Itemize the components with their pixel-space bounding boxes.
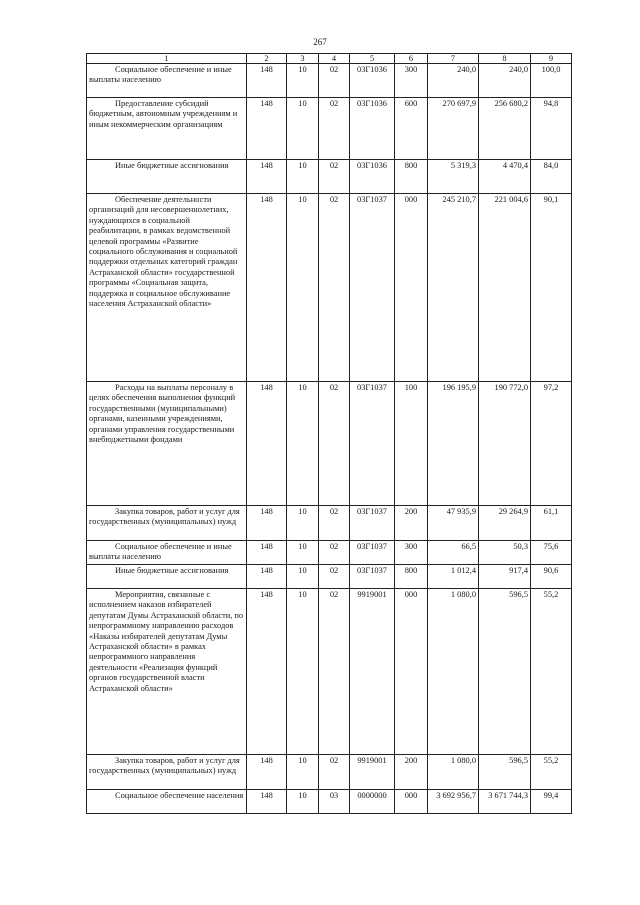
cell-subsection: 02 (319, 506, 350, 541)
row-name: Иные бюджетные ассигнования (87, 160, 247, 194)
cell-percent: 55,2 (531, 589, 572, 755)
cell-subsection: 02 (319, 160, 350, 194)
row-name: Обеспечение деятельности организаций для несовершеннолетних, нуждающихся в социальной реабилитации, в рамках ведомственной целевой программы «Развитие социального обслуживания и социальной поддержки отдельных категорий граждан Астраханской области» государственной программы «Социальная защита, поддержка и социальное обслуживание населения Астраханской области» (87, 194, 247, 382)
cell-section: 10 (287, 64, 319, 98)
cell-expense-type: 600 (395, 98, 428, 160)
cell-section: 10 (287, 755, 319, 790)
cell-expense-type: 000 (395, 194, 428, 382)
table-row (87, 382, 572, 506)
cell-section: 10 (287, 382, 319, 506)
cell-expense-type: 800 (395, 565, 428, 589)
cell-admin-code: 148 (247, 194, 287, 382)
table-row (87, 755, 572, 790)
row-name: Закупка товаров, работ и услуг для государственных (муниципальных) нужд (87, 755, 247, 790)
row-name: Закупка товаров, работ и услуг для государственных (муниципальных) нужд (87, 506, 247, 541)
cell-section: 10 (287, 565, 319, 589)
cell-percent: 84,0 (531, 160, 572, 194)
table-row (87, 98, 572, 160)
cell-target-article: 9919001 (350, 755, 395, 790)
cell-target-article: 03Г1037 (350, 194, 395, 382)
cell-target-article: 03Г1037 (350, 541, 395, 565)
cell-target-article: 9919001 (350, 589, 395, 755)
cell-admin-code: 148 (247, 506, 287, 541)
header-cell: 4 (319, 54, 350, 64)
header-cell: 3 (287, 54, 319, 64)
cell-target-article: 03Г1036 (350, 160, 395, 194)
cell-target-article: 0000000 (350, 790, 395, 814)
cell-planned: 66,5 (428, 541, 479, 565)
cell-target-article: 03Г1037 (350, 382, 395, 506)
cell-section: 10 (287, 589, 319, 755)
cell-admin-code: 148 (247, 755, 287, 790)
cell-section: 10 (287, 506, 319, 541)
cell-subsection: 02 (319, 64, 350, 98)
cell-planned: 245 210,7 (428, 194, 479, 382)
cell-executed: 596,5 (479, 589, 531, 755)
cell-percent: 100,0 (531, 64, 572, 98)
cell-target-article: 03Г1036 (350, 64, 395, 98)
row-name: Предоставление субсидий бюджетным, автономным учреждениям и иным некоммерческим организациям (87, 98, 247, 160)
cell-percent: 55,2 (531, 755, 572, 790)
cell-executed: 917,4 (479, 565, 531, 589)
cell-section: 10 (287, 160, 319, 194)
header-cell: 6 (395, 54, 428, 64)
row-name: Социальное обеспечение и иные выплаты населению (87, 64, 247, 98)
cell-admin-code: 148 (247, 98, 287, 160)
cell-section: 10 (287, 98, 319, 160)
cell-subsection: 02 (319, 194, 350, 382)
row-name: Социальное обеспечение и иные выплаты населению (87, 541, 247, 565)
cell-expense-type: 000 (395, 790, 428, 814)
header-cell: 8 (479, 54, 531, 64)
cell-executed: 256 680,2 (479, 98, 531, 160)
cell-admin-code: 148 (247, 565, 287, 589)
table-row (87, 589, 572, 755)
header-cell: 7 (428, 54, 479, 64)
cell-section: 10 (287, 790, 319, 814)
table-row (87, 565, 572, 589)
cell-percent: 99,4 (531, 790, 572, 814)
cell-planned: 47 935,9 (428, 506, 479, 541)
cell-executed: 221 004,6 (479, 194, 531, 382)
page-number: 267 (313, 37, 327, 47)
header-cell: 1 (87, 54, 247, 64)
table-row (87, 160, 572, 194)
table-row (87, 64, 572, 98)
cell-subsection: 02 (319, 382, 350, 506)
cell-planned: 1 080,0 (428, 589, 479, 755)
cell-subsection: 02 (319, 98, 350, 160)
cell-admin-code: 148 (247, 790, 287, 814)
row-name: Расходы на выплаты персоналу в целях обеспечения выполнения функций государственными (муниципальными) органами, казенными учреждениями, органами управления государственными внебюджетными фондами (87, 382, 247, 506)
cell-executed: 4 470,4 (479, 160, 531, 194)
cell-percent: 90,1 (531, 194, 572, 382)
table-row (87, 541, 572, 565)
cell-subsection: 02 (319, 589, 350, 755)
cell-percent: 97,2 (531, 382, 572, 506)
cell-percent: 61,1 (531, 506, 572, 541)
row-name: Иные бюджетные ассигнования (87, 565, 247, 589)
cell-admin-code: 148 (247, 382, 287, 506)
cell-subsection: 03 (319, 790, 350, 814)
table-row (87, 506, 572, 541)
cell-admin-code: 148 (247, 541, 287, 565)
cell-expense-type: 800 (395, 160, 428, 194)
cell-admin-code: 148 (247, 589, 287, 755)
cell-expense-type: 300 (395, 64, 428, 98)
cell-subsection: 02 (319, 755, 350, 790)
cell-target-article: 03Г1037 (350, 565, 395, 589)
cell-subsection: 02 (319, 565, 350, 589)
cell-planned: 1 012,4 (428, 565, 479, 589)
cell-percent: 94,8 (531, 98, 572, 160)
table-row (87, 790, 572, 814)
header-cell: 9 (531, 54, 572, 64)
cell-executed: 240,0 (479, 64, 531, 98)
cell-executed: 29 264,9 (479, 506, 531, 541)
cell-executed: 596,5 (479, 755, 531, 790)
cell-expense-type: 000 (395, 589, 428, 755)
cell-expense-type: 300 (395, 541, 428, 565)
cell-planned: 1 080,0 (428, 755, 479, 790)
row-name: Мероприятия, связанные с исполнением наказов избирателей депутатам Думы Астраханской области, по непрограммному направлению расходов «Наказы избирателей депутатам Думы Астраханской области» в рамках непрограммного направления деятельности «Реализация функций органов государственной власти Астраханской области» (87, 589, 247, 755)
cell-executed: 50,3 (479, 541, 531, 565)
table-row (87, 194, 572, 382)
cell-target-article: 03Г1037 (350, 506, 395, 541)
header-cell: 5 (350, 54, 395, 64)
cell-executed: 190 772,0 (479, 382, 531, 506)
cell-planned: 270 697,9 (428, 98, 479, 160)
cell-planned: 196 195,9 (428, 382, 479, 506)
cell-executed: 3 671 744,3 (479, 790, 531, 814)
row-name: Социальное обеспечение населения (87, 790, 247, 814)
cell-planned: 240,0 (428, 64, 479, 98)
cell-admin-code: 148 (247, 64, 287, 98)
cell-section: 10 (287, 194, 319, 382)
budget-table (86, 53, 572, 814)
cell-target-article: 03Г1036 (350, 98, 395, 160)
cell-expense-type: 100 (395, 382, 428, 506)
cell-expense-type: 200 (395, 755, 428, 790)
cell-subsection: 02 (319, 541, 350, 565)
header-cell: 2 (247, 54, 287, 64)
cell-planned: 5 319,3 (428, 160, 479, 194)
cell-percent: 75,6 (531, 541, 572, 565)
cell-expense-type: 200 (395, 506, 428, 541)
cell-percent: 90,6 (531, 565, 572, 589)
cell-planned: 3 692 956,7 (428, 790, 479, 814)
cell-admin-code: 148 (247, 160, 287, 194)
cell-section: 10 (287, 541, 319, 565)
header-row (87, 54, 572, 64)
